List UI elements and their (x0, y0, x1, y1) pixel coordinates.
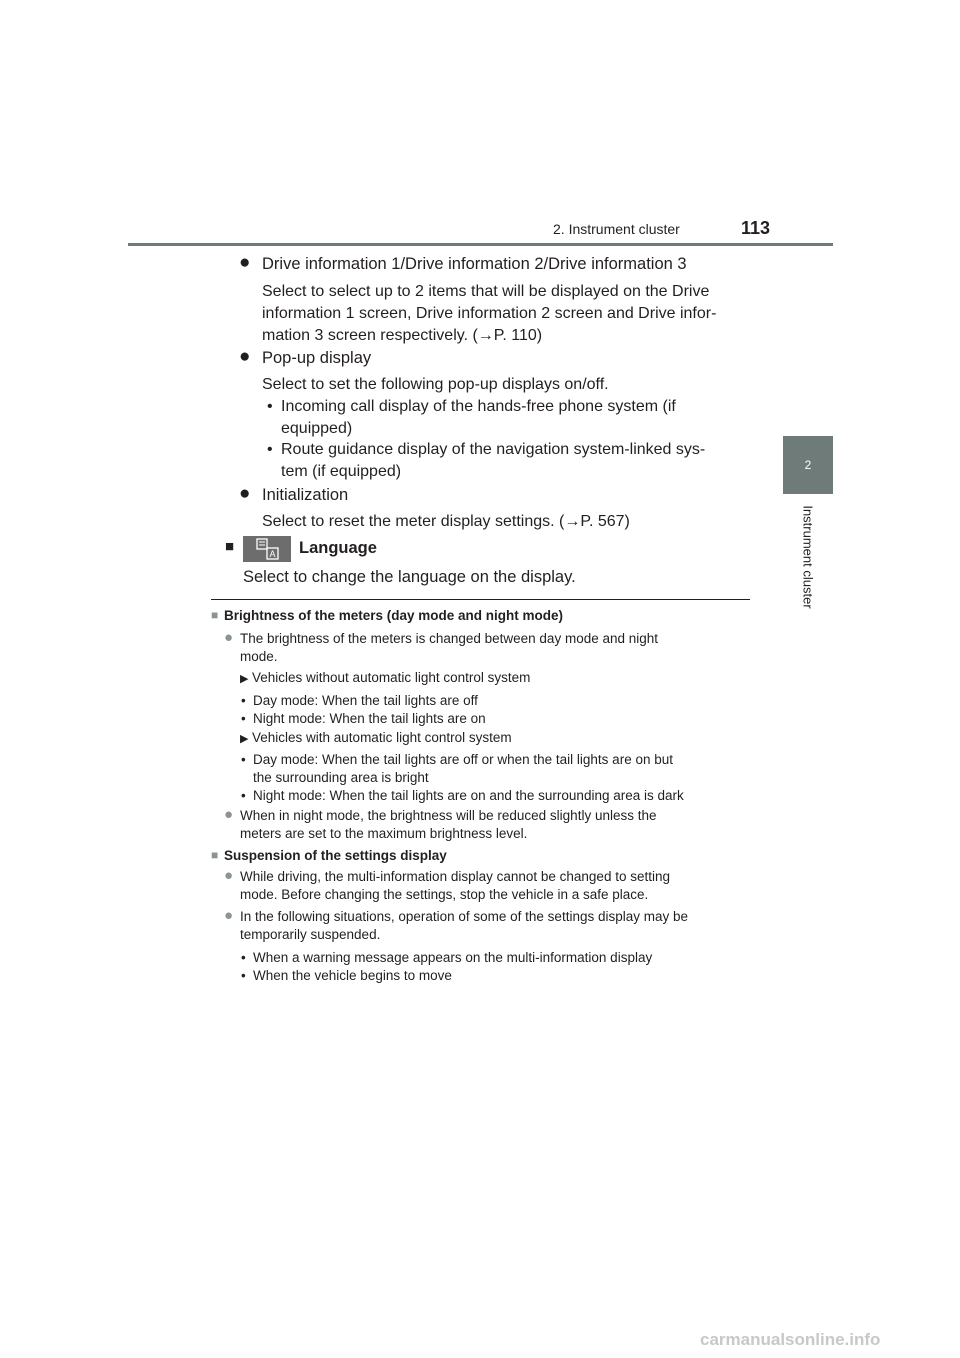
drive-info-line-1: Select to select up to 2 items that will be displayed on the Drive (262, 283, 710, 300)
brightness-b2-line1: When in night mode, the brightness will be reduced slightly unless the (240, 808, 657, 823)
brightness-b1-line2: mode. (240, 649, 278, 664)
suspension-b2-line2: temporarily suspended. (240, 927, 381, 942)
note-heading-brightness: Brightness of the meters (day mode and night mode) (224, 608, 564, 623)
popup-desc: Select to set the following pop-up displays on/off. (262, 376, 609, 393)
popup-sub1-line1: Incoming call display of the hands-free phone system (if (281, 398, 676, 415)
popup-sub2-line2: tem (if equipped) (281, 463, 402, 480)
sub-bullet: • (241, 711, 246, 726)
language-settings-icon (243, 536, 291, 562)
section-divider (211, 599, 750, 600)
page-number: 113 (741, 218, 771, 238)
note-heading-suspension: Suspension of the settings display (224, 848, 447, 863)
sub-bullet: • (267, 398, 273, 415)
sub-bullet: • (241, 693, 246, 708)
brightness-b2-line2: meters are set to the maximum brightness level. (240, 826, 528, 841)
init-desc: Select to reset the meter display settings. (→P. 567) (262, 513, 630, 530)
square-bullet-icon: ■ (225, 538, 235, 555)
bullet-icon: ● (224, 907, 234, 924)
chapter-tab: 2 (783, 436, 833, 494)
bullet-icon: ● (224, 867, 234, 884)
brightness-b-1-line2: the surrounding area is bright (253, 770, 429, 785)
sub-bullet: • (241, 752, 246, 767)
drive-info-line-2: information 1 screen, Drive information 2 screen and Drive infor- (262, 305, 717, 322)
suspension-s1: When a warning message appears on the multi-information display (253, 950, 653, 965)
sub-bullet: • (241, 950, 246, 965)
bullet-icon: ● (239, 483, 251, 504)
brightness-a2: Night mode: When the tail lights are on (253, 711, 486, 726)
language-desc: Select to change the language on the display. (243, 568, 576, 586)
brightness-b-1-line1: Day mode: When the tail lights are off or when the tail lights are on but (253, 752, 673, 767)
triangle-bullet-icon: ▶ (240, 673, 249, 685)
square-bullet-icon: ■ (211, 608, 219, 622)
section-title: 2. Instrument cluster (553, 221, 680, 237)
popup-sub1-line2: equipped) (281, 420, 353, 437)
sub-bullet: • (267, 441, 273, 458)
popup-sub2-line1: Route guidance display of the navigation system-linked sys- (281, 441, 706, 458)
item-title-init: Initialization (262, 486, 349, 504)
watermark: carmanualsonline.info (700, 1330, 881, 1349)
bullet-icon: ● (224, 806, 234, 823)
suspension-b1-line1: While driving, the multi-information display cannot be changed to setting (240, 869, 670, 884)
header-rule (128, 243, 833, 246)
chapter-side-title (784, 497, 832, 617)
brightness-a1: Day mode: When the tail lights are off (253, 693, 478, 708)
sub-bullet: • (241, 788, 246, 803)
svg-text:A: A (269, 549, 276, 559)
suspension-b2-line1: In the following situations, operation of some of the settings display may be (240, 909, 689, 924)
drive-info-line-3: mation 3 screen respectively. (→P. 110) (262, 327, 543, 344)
chapter-title-text: Instrument cluster (800, 505, 816, 609)
item-title-language: Language (299, 539, 377, 557)
brightness-sub-a: Vehicles without automatic light control system (252, 670, 531, 685)
brightness-b1-line1: The brightness of the meters is changed between day mode and night (240, 631, 659, 646)
sub-bullet: • (241, 968, 246, 983)
bullet-icon: ● (239, 346, 251, 367)
suspension-b1-line2: mode. Before changing the settings, stop the vehicle in a safe place. (240, 887, 649, 902)
triangle-bullet-icon: ▶ (240, 733, 249, 745)
bullet-icon: ● (239, 252, 251, 273)
brightness-sub-b: Vehicles with automatic light control system (252, 730, 512, 745)
item-title-popup: Pop-up display (262, 349, 372, 367)
bullet-icon: ● (224, 629, 234, 646)
suspension-s2: When the vehicle begins to move (253, 968, 452, 983)
square-bullet-icon: ■ (211, 848, 219, 862)
item-title-drive-info: Drive information 1/Drive information 2/Drive information 3 (262, 255, 687, 273)
brightness-b-2: Night mode: When the tail lights are on and the surrounding area is dark (253, 788, 684, 803)
